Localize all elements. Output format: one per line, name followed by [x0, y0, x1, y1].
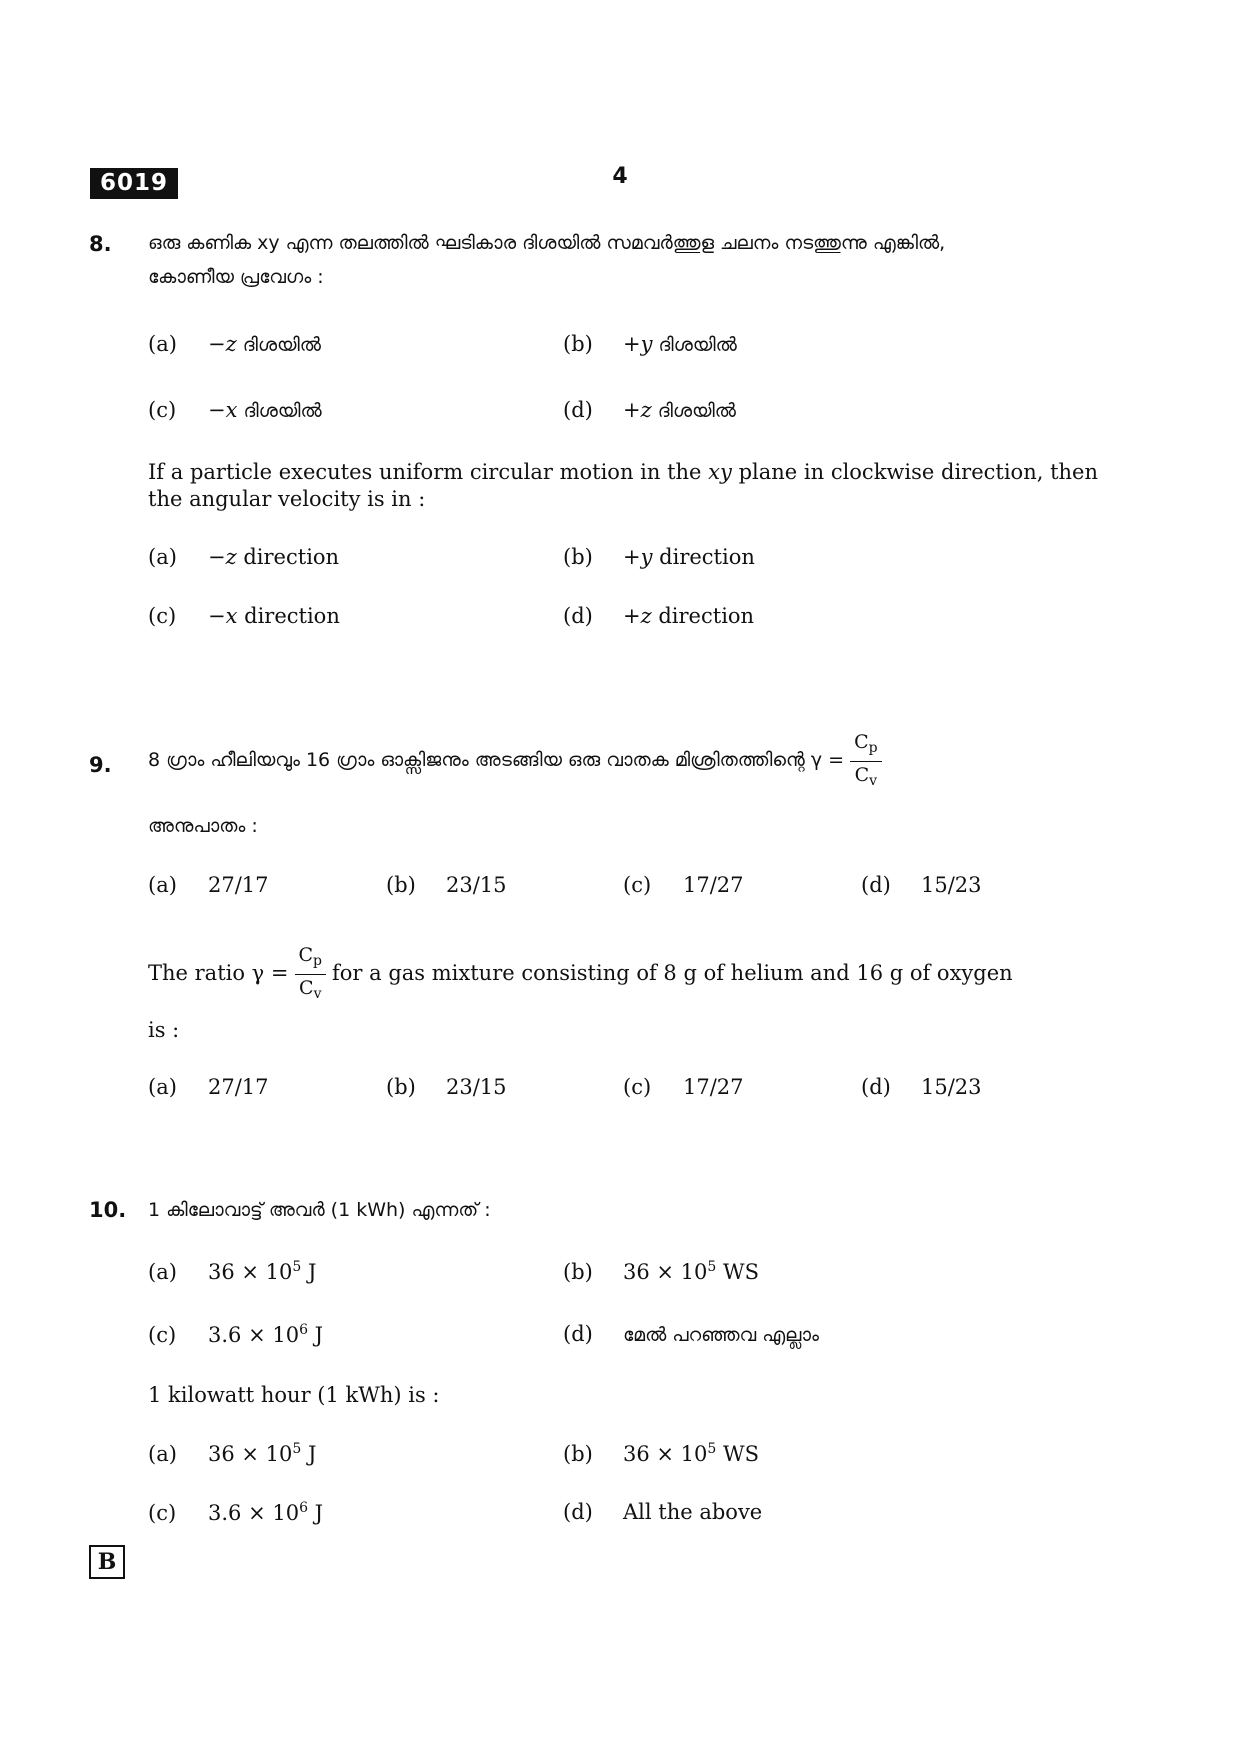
q8-ml-option-a[interactable]: (a) −z ദിശയിൽ	[148, 332, 321, 356]
q8-en-option-b[interactable]: (b) +y direction	[563, 545, 755, 569]
question-8-ml-line1: ഒരു കണിക xy എന്ന തലത്തിൽ ഘടികാര ദിശയിൽ സമവർത്തുള ചലനം നടത്തുന്നു എങ്കിൽ,	[148, 232, 946, 254]
question-8-en-text: If a particle executes uniform circular motion in the xy plane in clockwise direction, then the angular velocity is in :	[148, 460, 1098, 511]
q10-en-option-b[interactable]: (b) $36 \times 10^5$ WS	[563, 1441, 759, 1466]
question-9-en-line2: is :	[148, 1018, 180, 1042]
q9-ml-option-c[interactable]: (c) 17/27	[623, 873, 744, 897]
q8-ml-option-d[interactable]: (d) +z ദിശയിൽ	[563, 398, 736, 422]
q10-en-option-a[interactable]: (a) $36 \times 10^5$ J	[148, 1441, 317, 1466]
q10-en-option-d[interactable]: (d) All the above	[563, 1500, 763, 1524]
q9-ml-option-a[interactable]: (a) 27/17	[148, 873, 269, 897]
paper-code-badge: 6019	[90, 168, 178, 199]
question-9-ml-line1: 8 ഗ്രാം ഹീലിയവും 16 ഗ്രാം ഓക്സിജനും അടങ്ങിയ ഒരു വാതക മിശ്രിതത്തിന്റെ γ = $\frac{C_p}{C_v}$	[148, 730, 888, 793]
question-10-number: 10.	[89, 1198, 127, 1222]
q10-en-option-c[interactable]: (c) $3.6 \times 10^6$ J	[148, 1500, 324, 1525]
q9-en-option-c[interactable]: (c) 17/27	[623, 1075, 744, 1099]
question-9-number: 9.	[89, 753, 112, 777]
q8-en-option-a[interactable]: (a) −z direction	[148, 545, 340, 569]
question-8-number: 8.	[89, 232, 112, 256]
q9-ml-option-d[interactable]: (d) 15/23	[861, 873, 982, 897]
q10-ml-option-a[interactable]: (a) $36 \times 10^5$ J	[148, 1259, 317, 1284]
q10-ml-option-b[interactable]: (b) $36 \times 10^5$ WS	[563, 1259, 759, 1284]
question-10-ml-text: 1 കിലോവാട്ട് അവർ (1 kWh) എന്നത് :	[148, 1199, 491, 1221]
q10-ml-option-c[interactable]: (c) $3.6 \times 10^6$ J	[148, 1322, 324, 1347]
q8-ml-option-c[interactable]: (c) −x ദിശയിൽ	[148, 398, 322, 422]
series-letter-box: B	[89, 1545, 125, 1579]
q10-ml-option-d[interactable]: (d) മേൽ പറഞ്ഞവ എല്ലാം	[563, 1322, 819, 1346]
q8-en-option-d[interactable]: (d) +z direction	[563, 604, 755, 628]
question-9-ml-line2: അനുപാതം :	[148, 815, 258, 837]
page-number: 4	[612, 164, 628, 189]
q9-en-option-a[interactable]: (a) 27/17	[148, 1075, 269, 1099]
gamma-fraction-en: $\frac{C_p}{C_v}$	[295, 943, 327, 1006]
q9-en-option-d[interactable]: (d) 15/23	[861, 1075, 982, 1099]
q9-en-option-b[interactable]: (b) 23/15	[386, 1075, 507, 1099]
question-10-en-text: 1 kilowatt hour (1 kWh) is :	[148, 1383, 440, 1407]
q8-en-option-c[interactable]: (c) −x direction	[148, 604, 340, 628]
q9-ml-option-b[interactable]: (b) 23/15	[386, 873, 507, 897]
q8-ml-option-b[interactable]: (b) +y ദിശയിൽ	[563, 332, 737, 356]
gamma-fraction: $\frac{C_p}{C_v}$	[850, 730, 882, 793]
question-8-ml-line2: കോണീയ പ്രവേഗം :	[148, 266, 324, 288]
question-9-en-line1: The ratio γ = $\frac{C_p}{C_v}$ for a gas mixture consisting of 8 g of helium and 16 g of oxygen	[148, 943, 1013, 1006]
